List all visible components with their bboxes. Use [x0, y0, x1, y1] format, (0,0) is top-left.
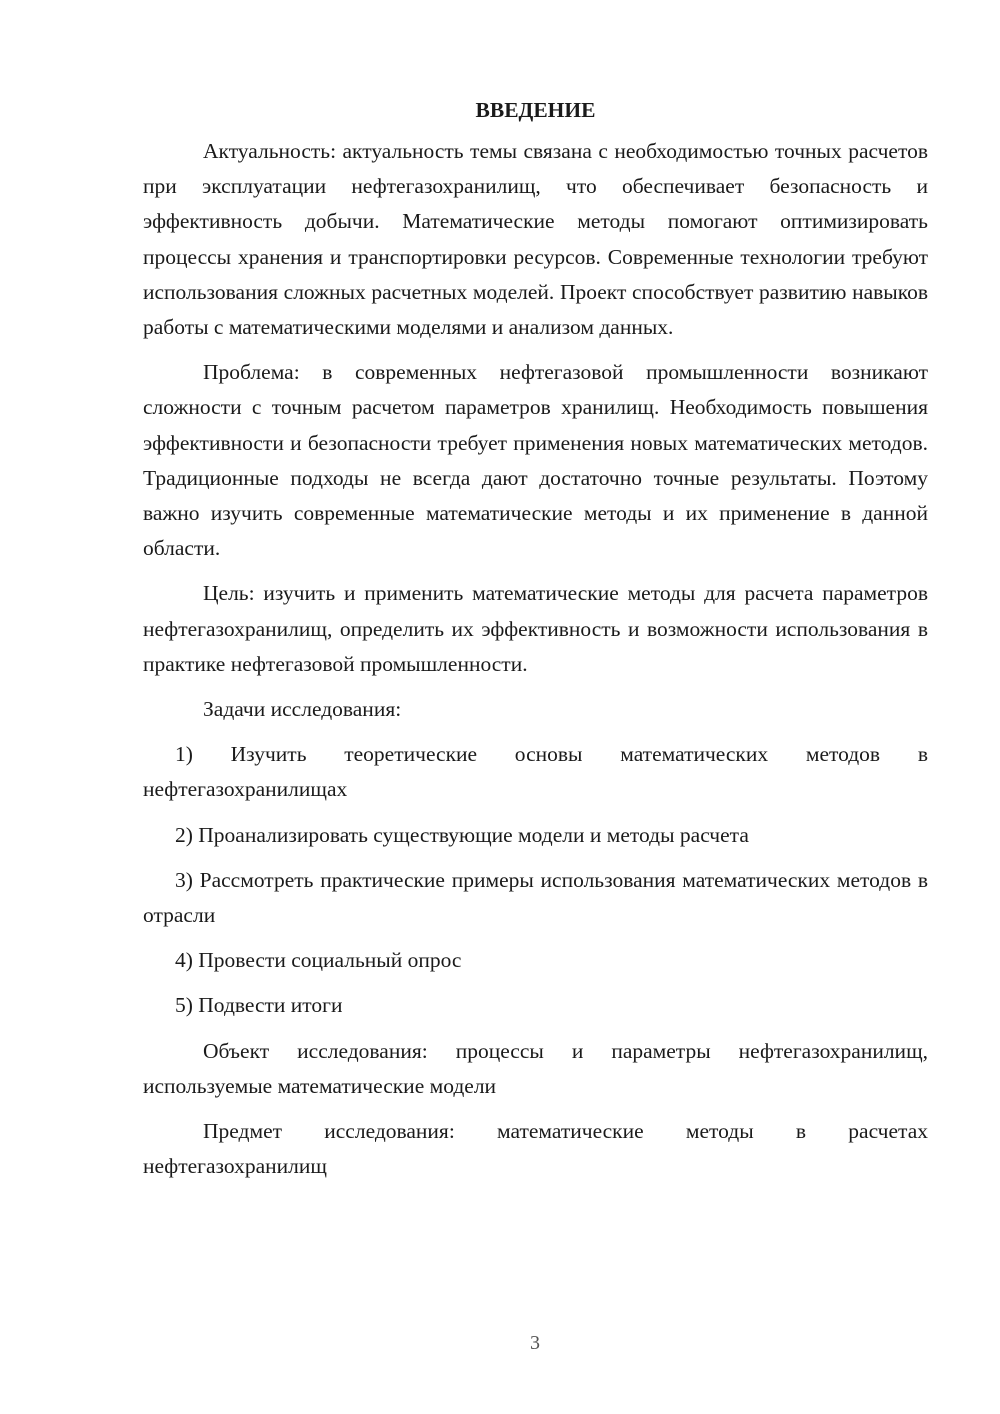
paragraph-goal: Цель: изучить и применить математические методы для расчета параметров нефтегазохранилищ, определить их эффективность и возможности использования в практике нефтегазовой промышленности. — [143, 581, 928, 676]
paragraph-subject: Предмет исследования: математические методы в расчетах нефтегазохранилищ — [143, 1119, 928, 1179]
task-item-3: 3) Рассмотреть практические примеры использования математических методов в отрасли — [143, 867, 928, 928]
paragraph-problem: Проблема: в современных нефтегазовой промышленности возникают сложности с точным расчетом параметров хранилищ. Необходимость повышения эффективности и безопасности требует применения новых математических методов. Традиционные подходы не всегда дают достаточно точные результаты. Поэтому важно изучить современные математические методы и их применение в данной области. — [143, 360, 928, 561]
task-item-2: 2) Проанализировать существующие модели и методы расчета — [175, 822, 749, 847]
task-item-4: 4) Провести социальный опрос — [175, 948, 462, 973]
paragraph-relevance: Актуальность: актуальность темы связана с необходимостью точных расчетов при эксплуатации нефтегазохранилищ, что обеспечивает безопасность и эффективность добычи. Математические методы помогают оптимизировать процессы хранения и транспортировки ресурсов. Современные технологии требуют использования сложных расчетных моделей. Проект способствует развитию навыков работы с математическими моделями и анализом данных. — [143, 139, 928, 340]
paragraph-object: Объект исследования: процессы и параметры нефтегазохранилищ, используемые математические модели — [143, 1038, 928, 1098]
page-number: 3 — [530, 1332, 540, 1354]
tasks-heading: Задачи исследования: — [203, 697, 402, 722]
page-content — [143, 93, 928, 1194]
section-heading: ВВЕДЕНИЕ — [475, 98, 596, 122]
task-item-1: 1) Изучить теоретические основы математических методов в нефтегазохранилищах — [143, 742, 928, 802]
task-item-5: 5) Подвести итоги — [175, 993, 343, 1018]
